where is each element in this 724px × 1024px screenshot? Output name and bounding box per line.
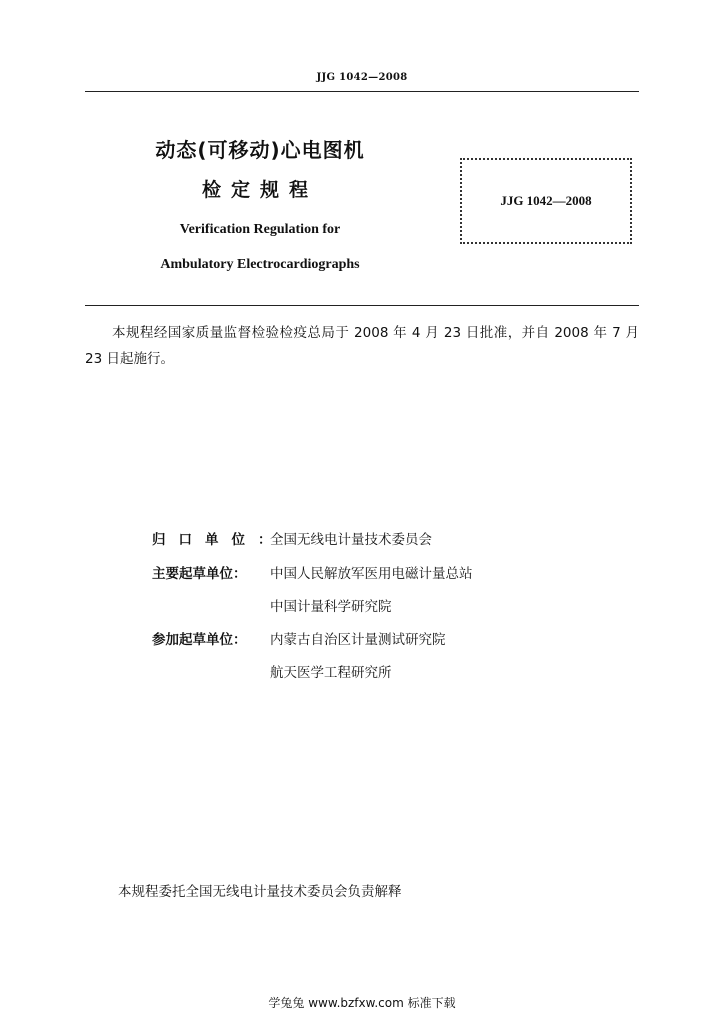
participating-drafting-row <box>152 628 446 648</box>
main-drafting-value-2: 中国计量科学研究院 <box>270 599 392 615</box>
document-title-en-line2: Ambulatory Electrocardiographs <box>160 257 360 272</box>
approval-statement: 本规程经国家质量监督检验检疫总局于 2008 年 4 月 23 日批准，并自 2008 年 7 月 23 日起施行。 <box>85 325 639 367</box>
document-title-en-line1: Verification Regulation for <box>179 222 341 237</box>
document-title-zh: 动态(可移动)心电图机 <box>155 138 365 162</box>
interpretation-delegation: 本规程委托全国无线电计量技术委员会负责解释 <box>118 884 402 900</box>
header-rule <box>85 91 639 92</box>
participating-drafting-value-2: 航天医学工程研究所 <box>270 665 392 681</box>
main-drafting-label: 主要起草单位： <box>152 566 247 582</box>
standard-code-box <box>460 158 632 244</box>
responsible-unit-value: 全国无线电计量技术委员会 <box>270 532 432 548</box>
main-drafting-row <box>152 562 473 582</box>
participating-drafting-label: 参加起草单位： <box>152 632 247 648</box>
main-drafting-value-1: 中国人民解放军医用电磁计量总站 <box>270 566 473 582</box>
standard-code-box-text: JJG 1042—2008 <box>500 193 592 208</box>
footer-watermark-text: 学兔兔 www.bzfxw.com 标准下载 <box>268 996 456 1010</box>
header-standard-code: JJG 1042—2008 <box>316 72 408 83</box>
responsible-unit-row <box>152 528 432 548</box>
document-subtitle-zh: 检定规程 <box>201 179 318 201</box>
participating-drafting-value-1: 内蒙古自治区计量测试研究院 <box>270 632 446 648</box>
title-separator-rule <box>85 305 639 306</box>
responsible-unit-label: 归口单位： <box>152 532 285 548</box>
